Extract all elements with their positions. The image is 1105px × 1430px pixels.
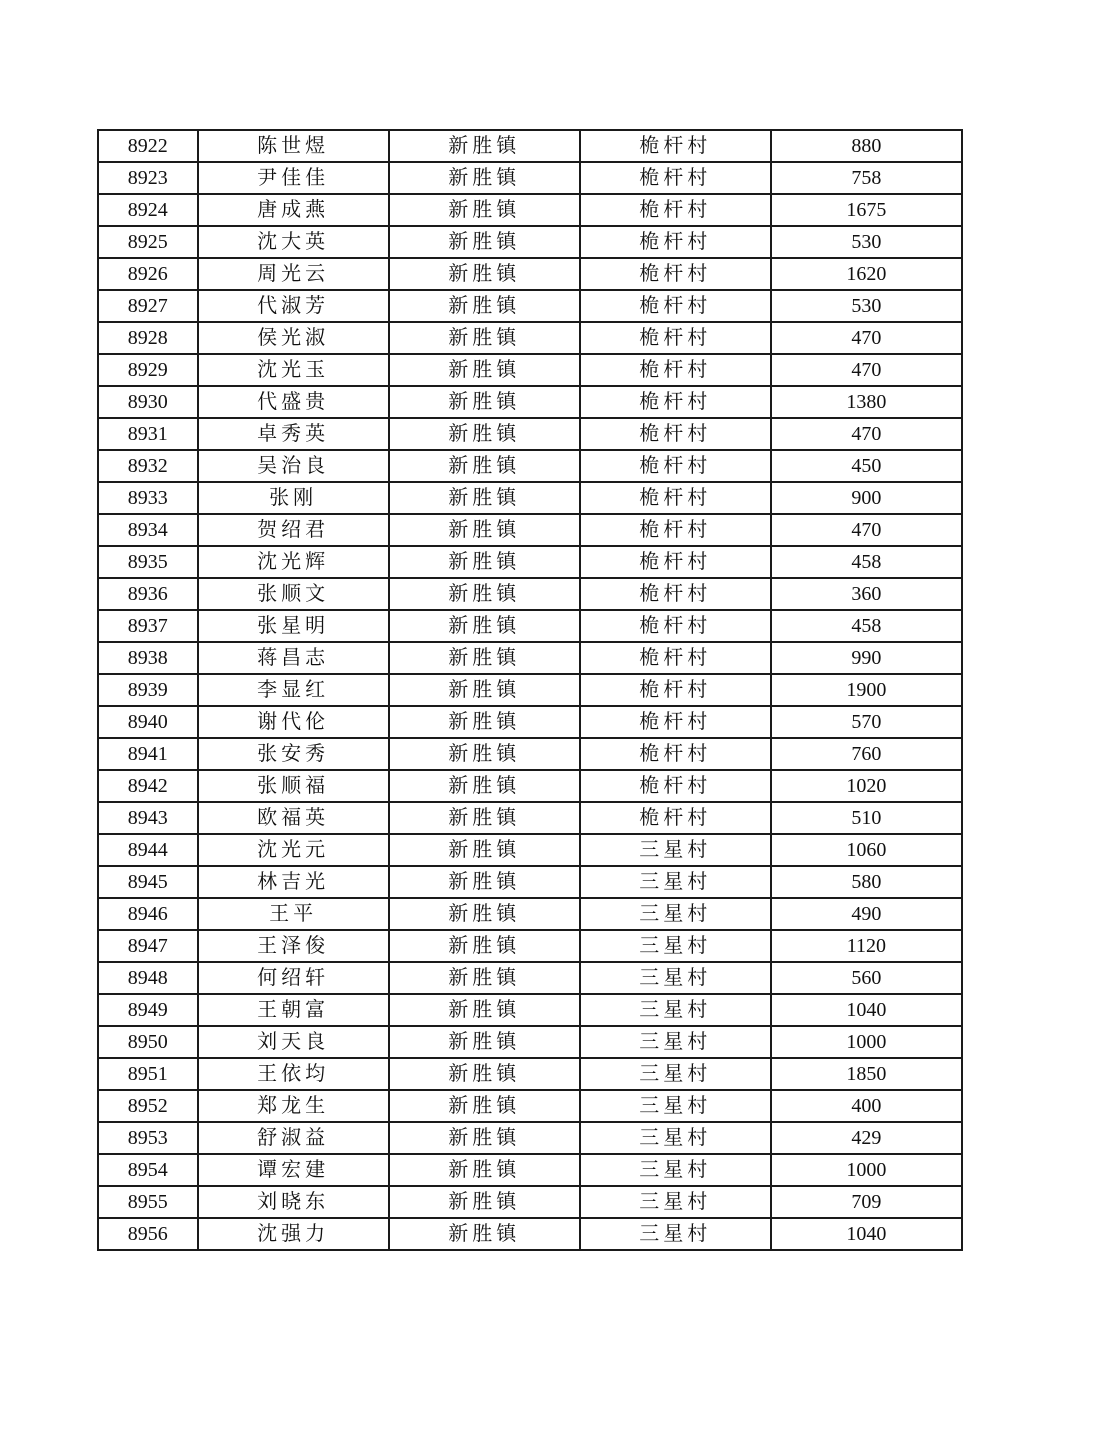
table-row: [98, 1026, 962, 1058]
name-cell: 张安秀: [198, 738, 389, 770]
table-row: [98, 1090, 962, 1122]
name-cell: 沈强力: [198, 1218, 389, 1250]
village-cell: 三星村: [580, 1058, 771, 1090]
amount-cell: 1060: [771, 834, 962, 866]
village-cell: 桅杆村: [580, 610, 771, 642]
village-cell: 桅杆村: [580, 162, 771, 194]
name-cell: 吴治良: [198, 450, 389, 482]
row-number-cell: 8922: [98, 130, 198, 162]
name-cell: 代盛贵: [198, 386, 389, 418]
town-cell: 新胜镇: [389, 546, 580, 578]
table-row: [98, 290, 962, 322]
village-cell: 三星村: [580, 994, 771, 1026]
name-cell: 舒淑益: [198, 1122, 389, 1154]
village-cell: 桅杆村: [580, 546, 771, 578]
table-row: [98, 738, 962, 770]
village-cell: 桅杆村: [580, 578, 771, 610]
name-cell: 沈光元: [198, 834, 389, 866]
village-cell: 桅杆村: [580, 674, 771, 706]
town-cell: 新胜镇: [389, 834, 580, 866]
name-cell: 王平: [198, 898, 389, 930]
amount-cell: 560: [771, 962, 962, 994]
amount-cell: 758: [771, 162, 962, 194]
village-cell: 桅杆村: [580, 386, 771, 418]
row-number-cell: 8953: [98, 1122, 198, 1154]
table-row: [98, 1058, 962, 1090]
amount-cell: 760: [771, 738, 962, 770]
table-row: [98, 706, 962, 738]
village-cell: 桅杆村: [580, 482, 771, 514]
amount-cell: 470: [771, 418, 962, 450]
table-row: [98, 898, 962, 930]
amount-cell: 400: [771, 1090, 962, 1122]
town-cell: 新胜镇: [389, 866, 580, 898]
town-cell: 新胜镇: [389, 386, 580, 418]
name-cell: 贺绍君: [198, 514, 389, 546]
row-number-cell: 8951: [98, 1058, 198, 1090]
town-cell: 新胜镇: [389, 738, 580, 770]
name-cell: 刘天良: [198, 1026, 389, 1058]
table-row: [98, 834, 962, 866]
name-cell: 王泽俊: [198, 930, 389, 962]
row-number-cell: 8956: [98, 1218, 198, 1250]
town-cell: 新胜镇: [389, 1122, 580, 1154]
village-cell: 三星村: [580, 962, 771, 994]
name-cell: 沈光玉: [198, 354, 389, 386]
amount-cell: 1380: [771, 386, 962, 418]
row-number-cell: 8928: [98, 322, 198, 354]
town-cell: 新胜镇: [389, 162, 580, 194]
village-cell: 桅杆村: [580, 258, 771, 290]
town-cell: 新胜镇: [389, 1090, 580, 1122]
table-row: [98, 610, 962, 642]
name-cell: 何绍轩: [198, 962, 389, 994]
village-cell: 三星村: [580, 1186, 771, 1218]
row-number-cell: 8930: [98, 386, 198, 418]
village-cell: 三星村: [580, 898, 771, 930]
row-number-cell: 8936: [98, 578, 198, 610]
town-cell: 新胜镇: [389, 322, 580, 354]
name-cell: 尹佳佳: [198, 162, 389, 194]
table-row: [98, 194, 962, 226]
name-cell: 谢代伦: [198, 706, 389, 738]
village-cell: 三星村: [580, 1154, 771, 1186]
town-cell: 新胜镇: [389, 258, 580, 290]
name-cell: 欧福英: [198, 802, 389, 834]
town-cell: 新胜镇: [389, 802, 580, 834]
row-number-cell: 8952: [98, 1090, 198, 1122]
town-cell: 新胜镇: [389, 194, 580, 226]
table-row: [98, 1154, 962, 1186]
village-cell: 桅杆村: [580, 290, 771, 322]
village-cell: 桅杆村: [580, 706, 771, 738]
table-row: [98, 578, 962, 610]
table-row: [98, 386, 962, 418]
town-cell: 新胜镇: [389, 482, 580, 514]
amount-cell: 470: [771, 322, 962, 354]
row-number-cell: 8946: [98, 898, 198, 930]
table-row: [98, 962, 962, 994]
town-cell: 新胜镇: [389, 290, 580, 322]
row-number-cell: 8933: [98, 482, 198, 514]
roster-table-body: [98, 130, 962, 1250]
name-cell: 唐成燕: [198, 194, 389, 226]
row-number-cell: 8923: [98, 162, 198, 194]
town-cell: 新胜镇: [389, 418, 580, 450]
town-cell: 新胜镇: [389, 130, 580, 162]
row-number-cell: 8943: [98, 802, 198, 834]
row-number-cell: 8926: [98, 258, 198, 290]
village-cell: 桅杆村: [580, 738, 771, 770]
amount-cell: 1040: [771, 1218, 962, 1250]
row-number-cell: 8934: [98, 514, 198, 546]
row-number-cell: 8944: [98, 834, 198, 866]
name-cell: 刘晓东: [198, 1186, 389, 1218]
amount-cell: 1850: [771, 1058, 962, 1090]
town-cell: 新胜镇: [389, 1186, 580, 1218]
town-cell: 新胜镇: [389, 514, 580, 546]
town-cell: 新胜镇: [389, 930, 580, 962]
table-row: [98, 866, 962, 898]
row-number-cell: 8925: [98, 226, 198, 258]
name-cell: 卓秀英: [198, 418, 389, 450]
village-cell: 桅杆村: [580, 322, 771, 354]
amount-cell: 1900: [771, 674, 962, 706]
row-number-cell: 8932: [98, 450, 198, 482]
name-cell: 沈光辉: [198, 546, 389, 578]
village-cell: 三星村: [580, 930, 771, 962]
row-number-cell: 8939: [98, 674, 198, 706]
name-cell: 侯光淑: [198, 322, 389, 354]
table-row: [98, 322, 962, 354]
table-row: [98, 994, 962, 1026]
town-cell: 新胜镇: [389, 1154, 580, 1186]
amount-cell: 1040: [771, 994, 962, 1026]
table-row: [98, 802, 962, 834]
table-row: [98, 130, 962, 162]
table-row: [98, 1218, 962, 1250]
village-cell: 桅杆村: [580, 130, 771, 162]
amount-cell: 530: [771, 290, 962, 322]
row-number-cell: 8950: [98, 1026, 198, 1058]
table-row: [98, 1122, 962, 1154]
row-number-cell: 8927: [98, 290, 198, 322]
town-cell: 新胜镇: [389, 994, 580, 1026]
table-row: [98, 162, 962, 194]
name-cell: 张顺福: [198, 770, 389, 802]
table-row: [98, 418, 962, 450]
table-row: [98, 354, 962, 386]
amount-cell: 510: [771, 802, 962, 834]
name-cell: 沈大英: [198, 226, 389, 258]
amount-cell: 709: [771, 1186, 962, 1218]
name-cell: 蒋昌志: [198, 642, 389, 674]
town-cell: 新胜镇: [389, 578, 580, 610]
amount-cell: 580: [771, 866, 962, 898]
name-cell: 代淑芳: [198, 290, 389, 322]
amount-cell: 490: [771, 898, 962, 930]
town-cell: 新胜镇: [389, 354, 580, 386]
amount-cell: 470: [771, 514, 962, 546]
town-cell: 新胜镇: [389, 770, 580, 802]
row-number-cell: 8940: [98, 706, 198, 738]
town-cell: 新胜镇: [389, 898, 580, 930]
table-row: [98, 1186, 962, 1218]
name-cell: 张刚: [198, 482, 389, 514]
table-row: [98, 546, 962, 578]
amount-cell: 1675: [771, 194, 962, 226]
amount-cell: 880: [771, 130, 962, 162]
amount-cell: 1020: [771, 770, 962, 802]
town-cell: 新胜镇: [389, 610, 580, 642]
table-row: [98, 770, 962, 802]
name-cell: 张顺文: [198, 578, 389, 610]
roster-table: [97, 129, 963, 1251]
village-cell: 桅杆村: [580, 642, 771, 674]
amount-cell: 470: [771, 354, 962, 386]
table-row: [98, 642, 962, 674]
row-number-cell: 8924: [98, 194, 198, 226]
table-row: [98, 674, 962, 706]
table-row: [98, 514, 962, 546]
town-cell: 新胜镇: [389, 1218, 580, 1250]
name-cell: 陈世煜: [198, 130, 389, 162]
name-cell: 林吉光: [198, 866, 389, 898]
table-row: [98, 258, 962, 290]
village-cell: 三星村: [580, 1026, 771, 1058]
amount-cell: 530: [771, 226, 962, 258]
amount-cell: 458: [771, 546, 962, 578]
row-number-cell: 8955: [98, 1186, 198, 1218]
row-number-cell: 8937: [98, 610, 198, 642]
row-number-cell: 8942: [98, 770, 198, 802]
name-cell: 张星明: [198, 610, 389, 642]
village-cell: 桅杆村: [580, 770, 771, 802]
row-number-cell: 8948: [98, 962, 198, 994]
village-cell: 三星村: [580, 866, 771, 898]
amount-cell: 570: [771, 706, 962, 738]
table-row: [98, 450, 962, 482]
name-cell: 李显红: [198, 674, 389, 706]
town-cell: 新胜镇: [389, 1026, 580, 1058]
village-cell: 桅杆村: [580, 802, 771, 834]
town-cell: 新胜镇: [389, 706, 580, 738]
amount-cell: 429: [771, 1122, 962, 1154]
name-cell: 谭宏建: [198, 1154, 389, 1186]
name-cell: 王朝富: [198, 994, 389, 1026]
amount-cell: 990: [771, 642, 962, 674]
row-number-cell: 8935: [98, 546, 198, 578]
village-cell: 桅杆村: [580, 450, 771, 482]
amount-cell: 1620: [771, 258, 962, 290]
amount-cell: 1120: [771, 930, 962, 962]
row-number-cell: 8954: [98, 1154, 198, 1186]
village-cell: 三星村: [580, 1122, 771, 1154]
amount-cell: 450: [771, 450, 962, 482]
village-cell: 桅杆村: [580, 418, 771, 450]
row-number-cell: 8941: [98, 738, 198, 770]
amount-cell: 360: [771, 578, 962, 610]
table-row: [98, 226, 962, 258]
village-cell: 桅杆村: [580, 194, 771, 226]
village-cell: 三星村: [580, 1090, 771, 1122]
table-row: [98, 930, 962, 962]
row-number-cell: 8945: [98, 866, 198, 898]
village-cell: 三星村: [580, 1218, 771, 1250]
town-cell: 新胜镇: [389, 674, 580, 706]
amount-cell: 458: [771, 610, 962, 642]
row-number-cell: 8949: [98, 994, 198, 1026]
town-cell: 新胜镇: [389, 1058, 580, 1090]
amount-cell: 1000: [771, 1154, 962, 1186]
village-cell: 桅杆村: [580, 354, 771, 386]
row-number-cell: 8938: [98, 642, 198, 674]
row-number-cell: 8947: [98, 930, 198, 962]
town-cell: 新胜镇: [389, 642, 580, 674]
name-cell: 王依均: [198, 1058, 389, 1090]
row-number-cell: 8931: [98, 418, 198, 450]
town-cell: 新胜镇: [389, 450, 580, 482]
table-row: [98, 482, 962, 514]
village-cell: 桅杆村: [580, 226, 771, 258]
amount-cell: 1000: [771, 1026, 962, 1058]
town-cell: 新胜镇: [389, 962, 580, 994]
town-cell: 新胜镇: [389, 226, 580, 258]
name-cell: 郑龙生: [198, 1090, 389, 1122]
village-cell: 桅杆村: [580, 514, 771, 546]
name-cell: 周光云: [198, 258, 389, 290]
row-number-cell: 8929: [98, 354, 198, 386]
amount-cell: 900: [771, 482, 962, 514]
village-cell: 三星村: [580, 834, 771, 866]
